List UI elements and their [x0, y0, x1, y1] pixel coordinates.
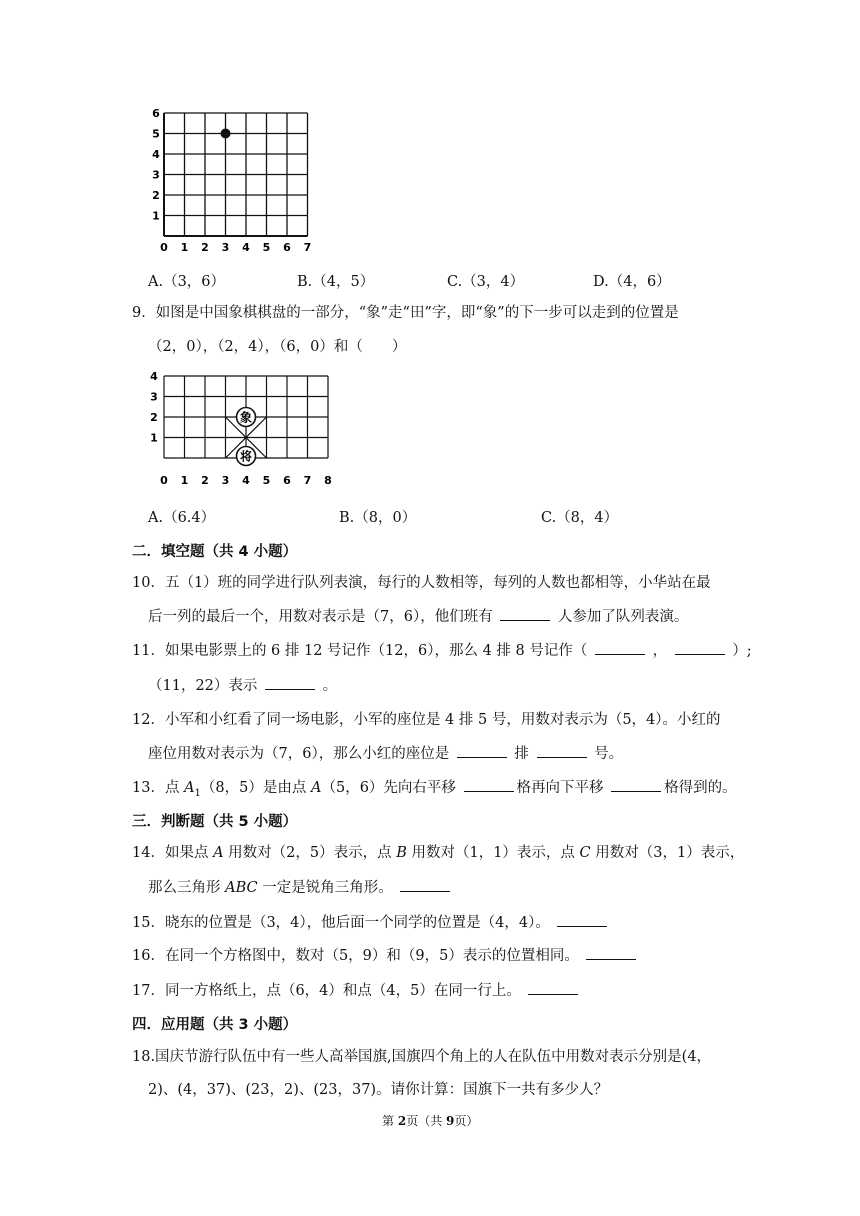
q12-answer-blank-1[interactable]: [457, 743, 507, 758]
x-tick-label: 7: [303, 474, 312, 487]
q17-text: 17．同一方格纸上，点（6，4）和点（4，5）在同一行上。: [132, 983, 521, 999]
footer-total-pages: 9: [446, 1114, 455, 1128]
x-tick-label: 6: [283, 241, 291, 254]
y-tick-label: 6: [152, 107, 160, 120]
footer-mid: 页（共: [406, 1114, 447, 1128]
y-tick-label: 3: [152, 168, 160, 182]
x-tick-label: 5: [262, 241, 271, 254]
q9-option-b[interactable]: B.（8，0）: [339, 510, 417, 526]
x-tick-label: 3: [221, 474, 230, 487]
q13-text-c: （5，6）先向右平移: [321, 780, 456, 796]
q14-text-d: 用数对（3，1）表示，: [590, 845, 745, 861]
y-tick-label: 4: [152, 148, 160, 161]
q14-text-line2: [148, 877, 453, 898]
piece-jiang-label: 将: [239, 449, 253, 464]
q11-answer-blank-2[interactable]: [675, 640, 725, 655]
q11-answer-blank-1[interactable]: [595, 640, 645, 655]
page-footer: [382, 1112, 478, 1129]
q13-text-d: 格再向下平移: [516, 780, 604, 796]
footer-pre: 第: [382, 1114, 398, 1128]
q16-text: 16．在同一个方格图中，数对（5，9）和（9，5）表示的位置相同。: [132, 948, 579, 964]
section-judgment-heading: 三．判断题（共 5 小题）: [132, 814, 298, 830]
x-tick-label: 8: [324, 474, 332, 487]
q10-text-b: 人参加了队列表演。: [557, 609, 689, 625]
q13-subscript: 1: [194, 787, 201, 799]
q10-answer-blank[interactable]: [500, 606, 550, 621]
q13-point-a: A: [310, 780, 322, 796]
q17-text-line: [132, 980, 581, 1001]
x-tick-label: 1: [180, 474, 189, 487]
q13-text-e: 格得到的。: [664, 780, 737, 796]
y-tick-label: 3: [150, 390, 158, 404]
q11-text-b: ，: [652, 643, 668, 659]
x-tick-label: 3: [221, 241, 230, 254]
q18-text-line1: 18.国庆节游行队伍中有一些人高举国旗,国旗四个角上的人在队伍中用数对表示分别是(4，: [132, 1049, 712, 1065]
q10-text-line1: 10．五（1）班的同学进行队列表演，每行的人数相等，每列的人数也都相等，小华站在最: [132, 575, 711, 591]
q8-option-b[interactable]: B.（4，5）: [297, 274, 375, 290]
q13-text-a: 13．点: [132, 780, 185, 796]
q15-answer-blank[interactable]: [557, 912, 607, 927]
q14-point-b: B: [396, 845, 407, 861]
x-tick-label: 6: [283, 474, 291, 487]
q8-option-d[interactable]: D.（4，6）: [593, 274, 671, 290]
q18-text-line2: 2)、(4，37)、(23，2)、(23，37)。请你计算：国旗下一共有多少人？: [148, 1082, 609, 1098]
q14-triangle: ABC: [225, 880, 258, 896]
q12-text-a: 座位用数对表示为（7，6），那么小红的座位是: [148, 746, 450, 762]
q14-text-e: 那么三角形: [148, 880, 226, 896]
piece-xiang-label: 象: [239, 410, 253, 425]
q9-text-line2: （2，0），（2，4），（6，0）和（ ）: [148, 339, 407, 355]
x-tick-label: 0: [160, 241, 168, 254]
q16-answer-blank[interactable]: [586, 945, 636, 960]
marked-point: [221, 129, 231, 139]
q16-text-line: [132, 945, 639, 966]
q11-answer-blank-3[interactable]: [265, 675, 315, 690]
x-tick-label: 4: [242, 474, 250, 487]
q9-option-a[interactable]: A.（6.4）: [148, 510, 216, 526]
q15-text-line: [132, 912, 610, 933]
x-tick-label: 7: [303, 241, 312, 254]
x-tick-label: 5: [262, 474, 271, 487]
section-fill-in-heading: 二．填空题（共 4 小题）: [132, 544, 298, 560]
q13-text-b: （8，5）是由点: [200, 780, 311, 796]
q14-text-c: 用数对（1，1）表示，点: [406, 845, 580, 861]
q12-answer-blank-2[interactable]: [537, 743, 587, 758]
q17-answer-blank[interactable]: [528, 980, 578, 995]
q11-text-e: 。: [322, 678, 338, 694]
x-tick-label: 2: [201, 241, 209, 254]
q10-text-a: 后一列的最后一个，用数对表示是（7，6），他们班有: [148, 609, 493, 625]
y-tick-label: 4: [150, 372, 158, 383]
q14-answer-blank[interactable]: [400, 877, 450, 892]
x-tick-label: 1: [180, 241, 189, 254]
q11-text-line1: [132, 640, 752, 661]
q14-point-c: C: [579, 845, 591, 861]
q10-text-line2: [148, 606, 688, 627]
x-tick-label: 0: [160, 474, 168, 487]
y-tick-label: 2: [150, 411, 158, 424]
q11-text-a: 11．如果电影票上的 6 排 12 号记作（12，6），那么 4 排 8 号记作（: [132, 643, 588, 659]
q8-option-c[interactable]: C.（3，4）: [447, 274, 525, 290]
q8-option-a[interactable]: A.（3，6）: [148, 274, 226, 290]
q9-text-line1: 9．如图是中国象棋棋盘的一部分，“象”走“田”字，即“象”的下一步可以走到的位置是: [132, 305, 679, 321]
section-application-heading: 四．应用题（共 3 小题）: [132, 1017, 298, 1033]
x-tick-label: 2: [201, 474, 209, 487]
q14-text-f: 一定是锐角三角形。: [257, 880, 393, 896]
q13-answer-blank-2[interactable]: [611, 777, 661, 792]
q15-text: 15．晓东的位置是（3，4），他后面一个同学的位置是（4，4）。: [132, 915, 550, 931]
q11-text-d: （11，22）表示: [148, 678, 258, 694]
y-tick-label: 2: [152, 189, 160, 202]
y-tick-label: 5: [152, 127, 160, 141]
q14-text-b: 用数对（2，5）表示，点: [223, 845, 397, 861]
q14-text-a: 14．如果点: [132, 845, 214, 861]
x-tick-label: 4: [242, 241, 250, 254]
q13-answer-blank-1[interactable]: [464, 777, 514, 792]
q12-text-b: 排: [514, 746, 529, 762]
footer-post: 页）: [454, 1114, 479, 1128]
q13-point-a1: A: [184, 780, 195, 796]
q12-text-line2: [148, 743, 623, 764]
q13-text-line: [132, 777, 737, 804]
y-tick-label: 1: [150, 431, 158, 445]
q12-text-line1: 12．小军和小红看了同一场电影，小军的座位是 4 排 5 号，用数对表示为（5，4）。小红的: [132, 712, 721, 728]
y-tick-label: 1: [152, 209, 160, 223]
q11-text-line2: [148, 675, 337, 696]
footer-page-number: 2: [397, 1114, 407, 1128]
q14-text-line1: [132, 843, 744, 863]
q12-text-c: 号。: [594, 746, 624, 762]
q9-chess-board-figure: [140, 372, 340, 492]
q8-grid-figure: [136, 106, 326, 256]
q14-point-a: A: [213, 845, 224, 861]
q11-text-c: ）;: [732, 643, 752, 659]
q9-option-c[interactable]: C.（8，4）: [541, 510, 619, 526]
